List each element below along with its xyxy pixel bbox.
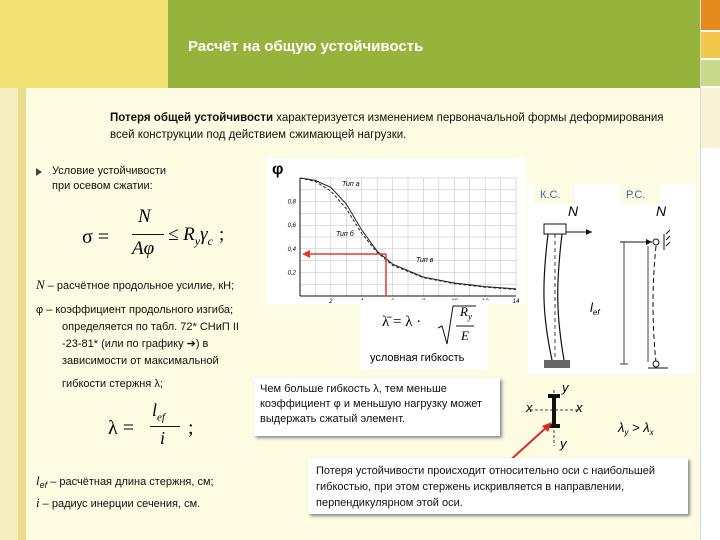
xsec-top-flange <box>548 394 560 398</box>
lambda-denominator: i <box>160 428 166 448</box>
note-buckling-axis: Потеря устойчивости происходит относительно оси с наибольшей гибкостью, при этом стержень искривляется в направлении, перпендикулярном этой оси. <box>308 458 688 514</box>
formula-sub-y: y <box>194 233 201 248</box>
bullet-stability-condition <box>52 164 272 194</box>
xsec-y-bottom: y <box>560 436 567 451</box>
cond-Ry <box>460 304 472 322</box>
formula-sigma: σ = <box>82 226 110 248</box>
N-symbol: N <box>36 277 45 292</box>
label-rs: Р.С. <box>626 189 646 201</box>
xsec-y-top: y <box>562 382 569 395</box>
formula-denominator: Aφ <box>132 238 155 259</box>
conditional-slenderness-box <box>360 300 488 370</box>
intro-bold: Потеря общей устойчивости <box>110 112 274 124</box>
corner-square-green <box>701 60 720 86</box>
lambda-fraction-bar <box>150 426 180 427</box>
slide-title: Расчёт на общую устойчивость <box>188 38 424 55</box>
cond-R: R <box>460 304 468 319</box>
phi-line-2: определяется по табл. 72* СНиП II <box>62 321 239 333</box>
bullet-line-2: при осевом сжатии: <box>52 180 153 192</box>
bullet-arrow-icon <box>36 168 42 176</box>
lambda-ef: ef <box>157 411 165 424</box>
conditional-label: условная гибкость <box>370 352 465 364</box>
formula-gamma: γ <box>200 224 208 245</box>
intro-paragraph <box>110 110 670 144</box>
bullet-line-1: Условие устойчивости <box>52 165 167 177</box>
rs-column-bent <box>653 246 656 362</box>
intro-rest: характеризуется изменением первоначальной формы деформирования всей конструкции под действием сжимающей нагрузки. <box>110 112 664 141</box>
chart-ylabel: φ <box>272 161 284 178</box>
y-tick-label: 0,6 <box>287 223 296 230</box>
lambda-semicolon: ; <box>188 417 194 439</box>
N-desc-text: – расчётное продольное усилие, кН; <box>44 280 235 292</box>
phi-line-3: -23-81* (или по графику ➔) в <box>62 338 209 350</box>
cond-lhs: λ̄ = λ · <box>382 314 422 330</box>
x-tick-label: 2 <box>329 299 333 304</box>
formula-numerator: N <box>138 206 151 227</box>
note-slenderness: Чем больше гибкость λ, тем меньше коэффициент φ и меньшую нагрузку может выдержать сжатый элемент. <box>254 378 500 436</box>
columns-lef: $l_{ef}$ <box>590 300 600 317</box>
corner-square-yellow <box>701 32 720 58</box>
lef-description <box>36 472 214 494</box>
rs-N: N <box>656 203 667 219</box>
phi-line-1: φ – коэффициент продольного изгиба; <box>36 304 234 316</box>
ks-column-left <box>544 234 552 360</box>
ks-column-right <box>558 234 564 360</box>
y-tick-label: 0,4 <box>287 246 296 253</box>
stability-formula <box>60 204 260 270</box>
xsec-x-right: x <box>576 400 583 415</box>
corner-square-pale <box>701 88 720 148</box>
chart-grid <box>300 178 516 296</box>
y-tick-label: 0,2 <box>287 270 296 277</box>
lambda-lhs: λ = <box>108 417 134 439</box>
curve-label-a: Тип а <box>342 181 360 188</box>
corner-square-orange <box>701 0 720 30</box>
phi-line-5: гибкости стержня λ; <box>62 378 163 390</box>
ks-top-cap <box>544 224 566 234</box>
curve-label-c: Тип в <box>416 257 434 264</box>
lambda-numerator <box>152 400 165 424</box>
formula-fraction-bar <box>132 234 164 235</box>
label-ks: К.С. <box>540 189 561 201</box>
cond-E: E <box>461 328 469 343</box>
formula-sub-c: c <box>207 233 213 248</box>
ks-N: N <box>568 203 579 219</box>
lef-desc-text: – расчётная длина стержня, см; <box>47 476 214 488</box>
phi-line-4: зависимости от максимальной <box>62 355 219 367</box>
formula-rhs <box>168 224 224 249</box>
y-tick-label: 0,8 <box>287 199 296 206</box>
i-desc-text: – радиус инерции сечения, см. <box>39 498 201 510</box>
i-description <box>36 494 200 513</box>
cond-y: y <box>467 311 472 322</box>
header-yellow-block <box>0 0 168 88</box>
i-symbol: i <box>36 495 40 510</box>
chart-svg <box>266 158 526 304</box>
curve-label-b: Тип б <box>336 231 354 238</box>
highlight-arrow-head <box>302 250 310 258</box>
chart-y-ticks <box>288 200 297 277</box>
N-description <box>36 276 234 295</box>
slenderness-formula <box>108 400 194 456</box>
lef-sub: ef <box>39 480 48 491</box>
phi-lambda-chart <box>266 158 526 304</box>
formula-rhs-R: ≤ R <box>168 224 195 245</box>
lef-symbol: l <box>36 473 40 488</box>
x-tick-label: 14 <box>512 299 520 304</box>
formula-semicolon: ; <box>218 224 225 245</box>
xsec-rule: $\lambda_y > \lambda_x$ <box>618 420 654 437</box>
columns-svg <box>528 184 696 374</box>
ks-base <box>544 360 570 368</box>
xsec-x-left: x <box>526 400 533 415</box>
lambda-l: l <box>152 400 158 420</box>
columns-diagram <box>528 184 696 374</box>
